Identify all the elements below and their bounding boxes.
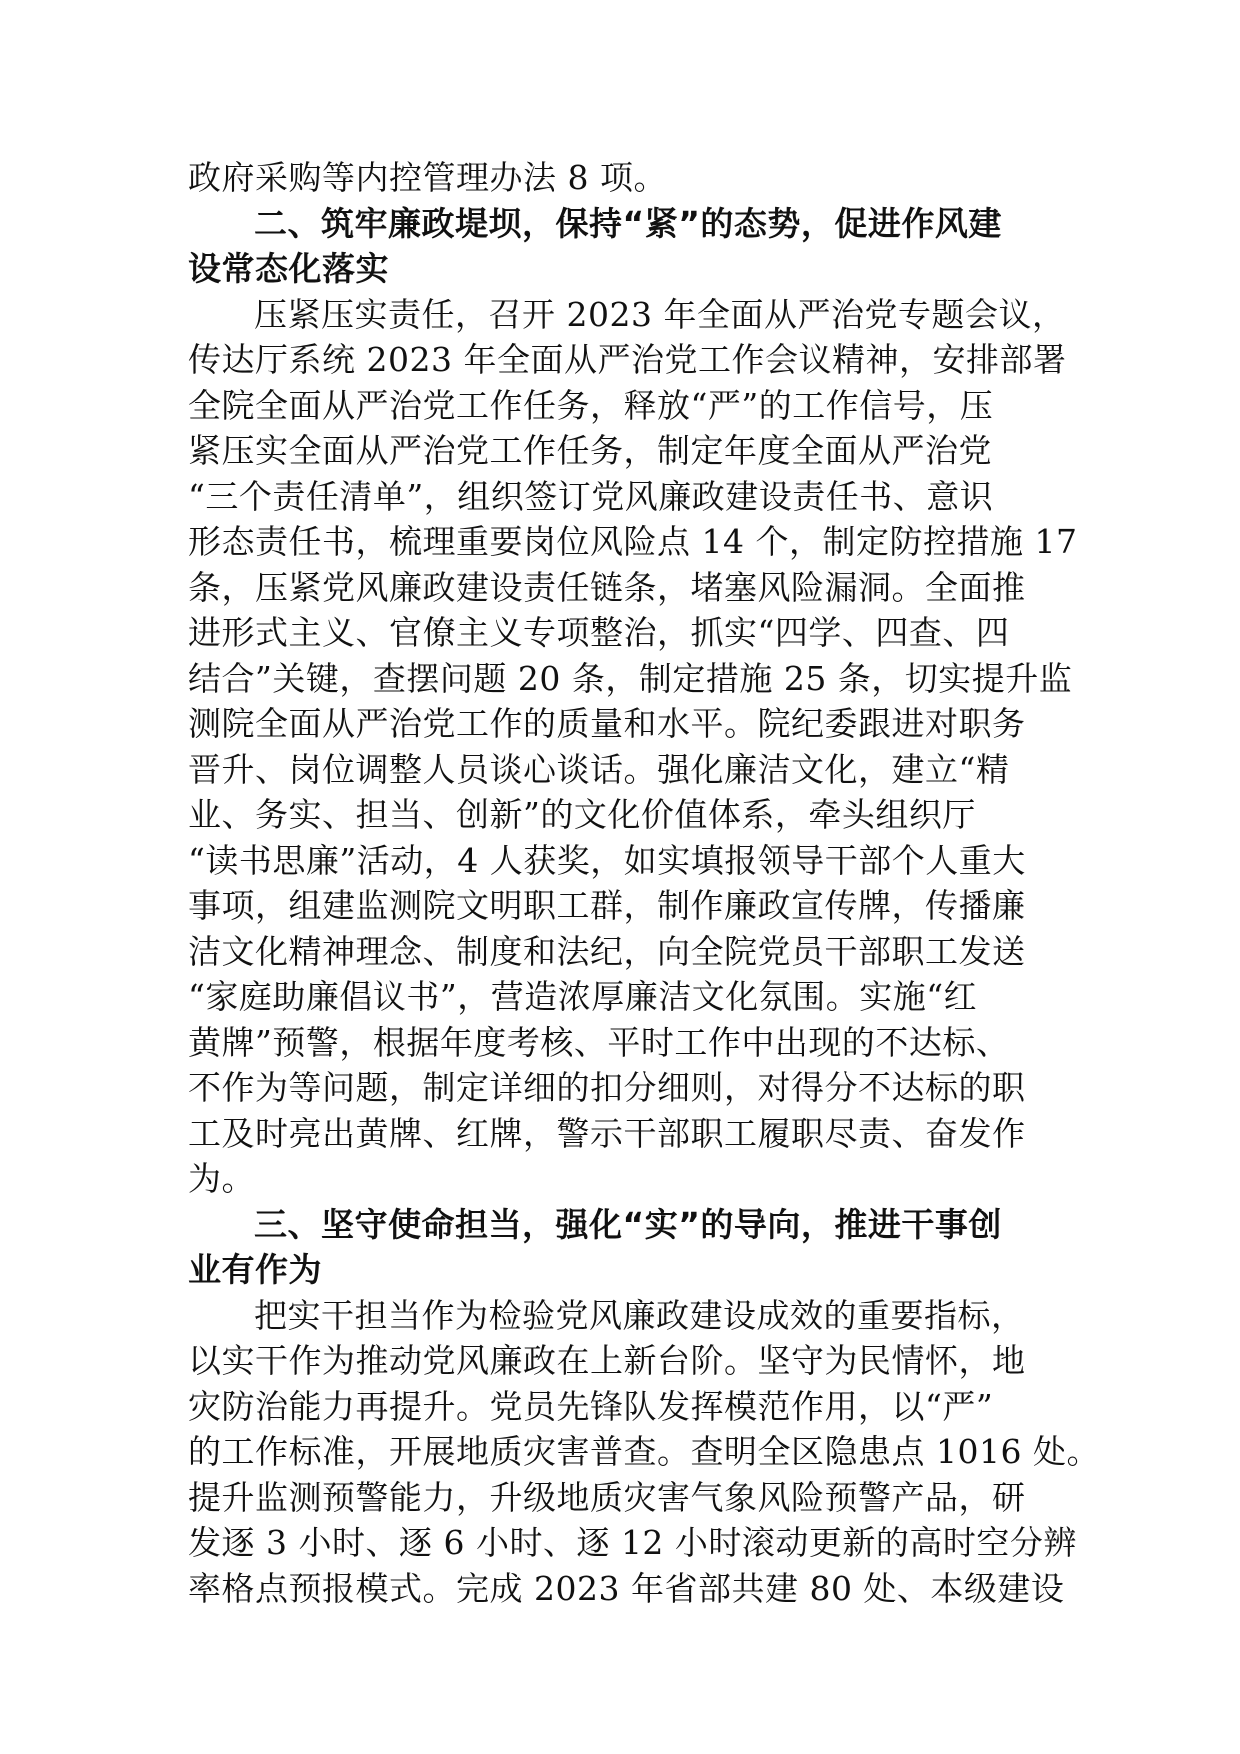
heading-line: 三、坚守使命担当，强化“实”的导向，推进干事创 [254, 1204, 1002, 1244]
text-line: 结合”关键，查摆问题 20 条，制定措施 25 条，切实提升监 [188, 658, 1073, 698]
text-line: 以实干作为推动党风廉政在上新台阶。坚守为民情怀，地 [188, 1341, 1026, 1380]
text-line: 测院全面从严治党工作的质量和水平。院纪委跟进对职务 [188, 704, 1026, 743]
text-line: 发逐 3 小时、逐 6 小时、逐 12 小时滚动更新的高时空分辨 [188, 1523, 1077, 1562]
text-line: “家庭助廉倡议书”，营造浓厚廉洁文化氛围。实施“红 [188, 977, 978, 1016]
text-line: 传达厅系统 2023 年全面从严治党工作会议精神，安排部署 [188, 340, 1067, 379]
heading-line: 设常态化落实 [188, 249, 389, 288]
text-line: 率格点预报模式。完成 2023 年省部共建 80 处、本级建设 [188, 1568, 1065, 1608]
heading-line: 业有作为 [188, 1250, 322, 1289]
text-line: “三个责任清单”，组织签订党风廉政建设责任书、意识 [188, 476, 994, 516]
text-line: 为。 [188, 1159, 255, 1198]
document-body [188, 155, 1100, 1611]
text-line: 工及时亮出黄牌、红牌，警示干部职工履职尽责、奋发作 [188, 1113, 1026, 1153]
text-line: 的工作标准，开展地质灾害普查。查明全区隐患点 1016 处。 [188, 1432, 1100, 1471]
text-line: 形态责任书，梳理重要岗位风险点 14 个，制定防控措施 17 [188, 522, 1078, 561]
body-paragraph [188, 292, 1078, 1202]
paragraph-continuation [188, 155, 1052, 201]
text-line: 不作为等问题，制定详细的扣分细则，对得分不达标的职 [188, 1068, 1026, 1107]
text-line: 紧压实全面从严治党工作任务，制定年度全面从严治党 [188, 431, 992, 470]
text-line: 业、务实、担当、创新”的文化价值体系，牵头组织厅 [188, 795, 976, 834]
text-line: 灾防治能力再提升。党员先锋队发挥模范作用，以“严” [188, 1386, 994, 1426]
text-line: 黄牌”预警，根据年度考核、平时工作中出现的不达标、 [188, 1022, 1010, 1062]
text-line: 提升监测预警能力，升级地质灾害气象风险预警产品，研 [188, 1477, 1026, 1517]
section-heading-3 [188, 1202, 1052, 1293]
section-heading-2 [188, 201, 1052, 292]
text-line: 把实干担当作为检验党风廉政建设成效的重要指标， [254, 1295, 1025, 1335]
body-paragraph [188, 1293, 1100, 1612]
text-line: “读书思廉”活动，4 人获奖，如实填报领导干部个人重大 [188, 840, 1026, 880]
text-line: 进形式主义、官僚主义专项整治，抓实“四学、四查、四 [188, 613, 1010, 652]
text-line: 条，压紧党风廉政建设责任链条，堵塞风险漏洞。全面推 [188, 567, 1026, 607]
text-line: 洁文化精神理念、制度和法纪，向全院党员干部职工发送 [188, 931, 1026, 971]
text-line: 政府采购等内控管理办法 8 项。 [188, 158, 667, 197]
text-line: 事项，组建监测院文明职工群，制作廉政宣传牌，传播廉 [188, 886, 1026, 925]
text-line: 全院全面从严治党工作任务，释放“严”的工作信号，压 [188, 385, 994, 425]
text-line: 晋升、岗位调整人员谈心谈话。强化廉洁文化，建立“精 [188, 749, 1010, 789]
text-line: 压紧压实责任，召开 2023 年全面从严治党专题会议， [254, 294, 1066, 334]
heading-line: 二、筑牢廉政堤坝，保持“紧”的态势，促进作风建 [254, 203, 1002, 243]
